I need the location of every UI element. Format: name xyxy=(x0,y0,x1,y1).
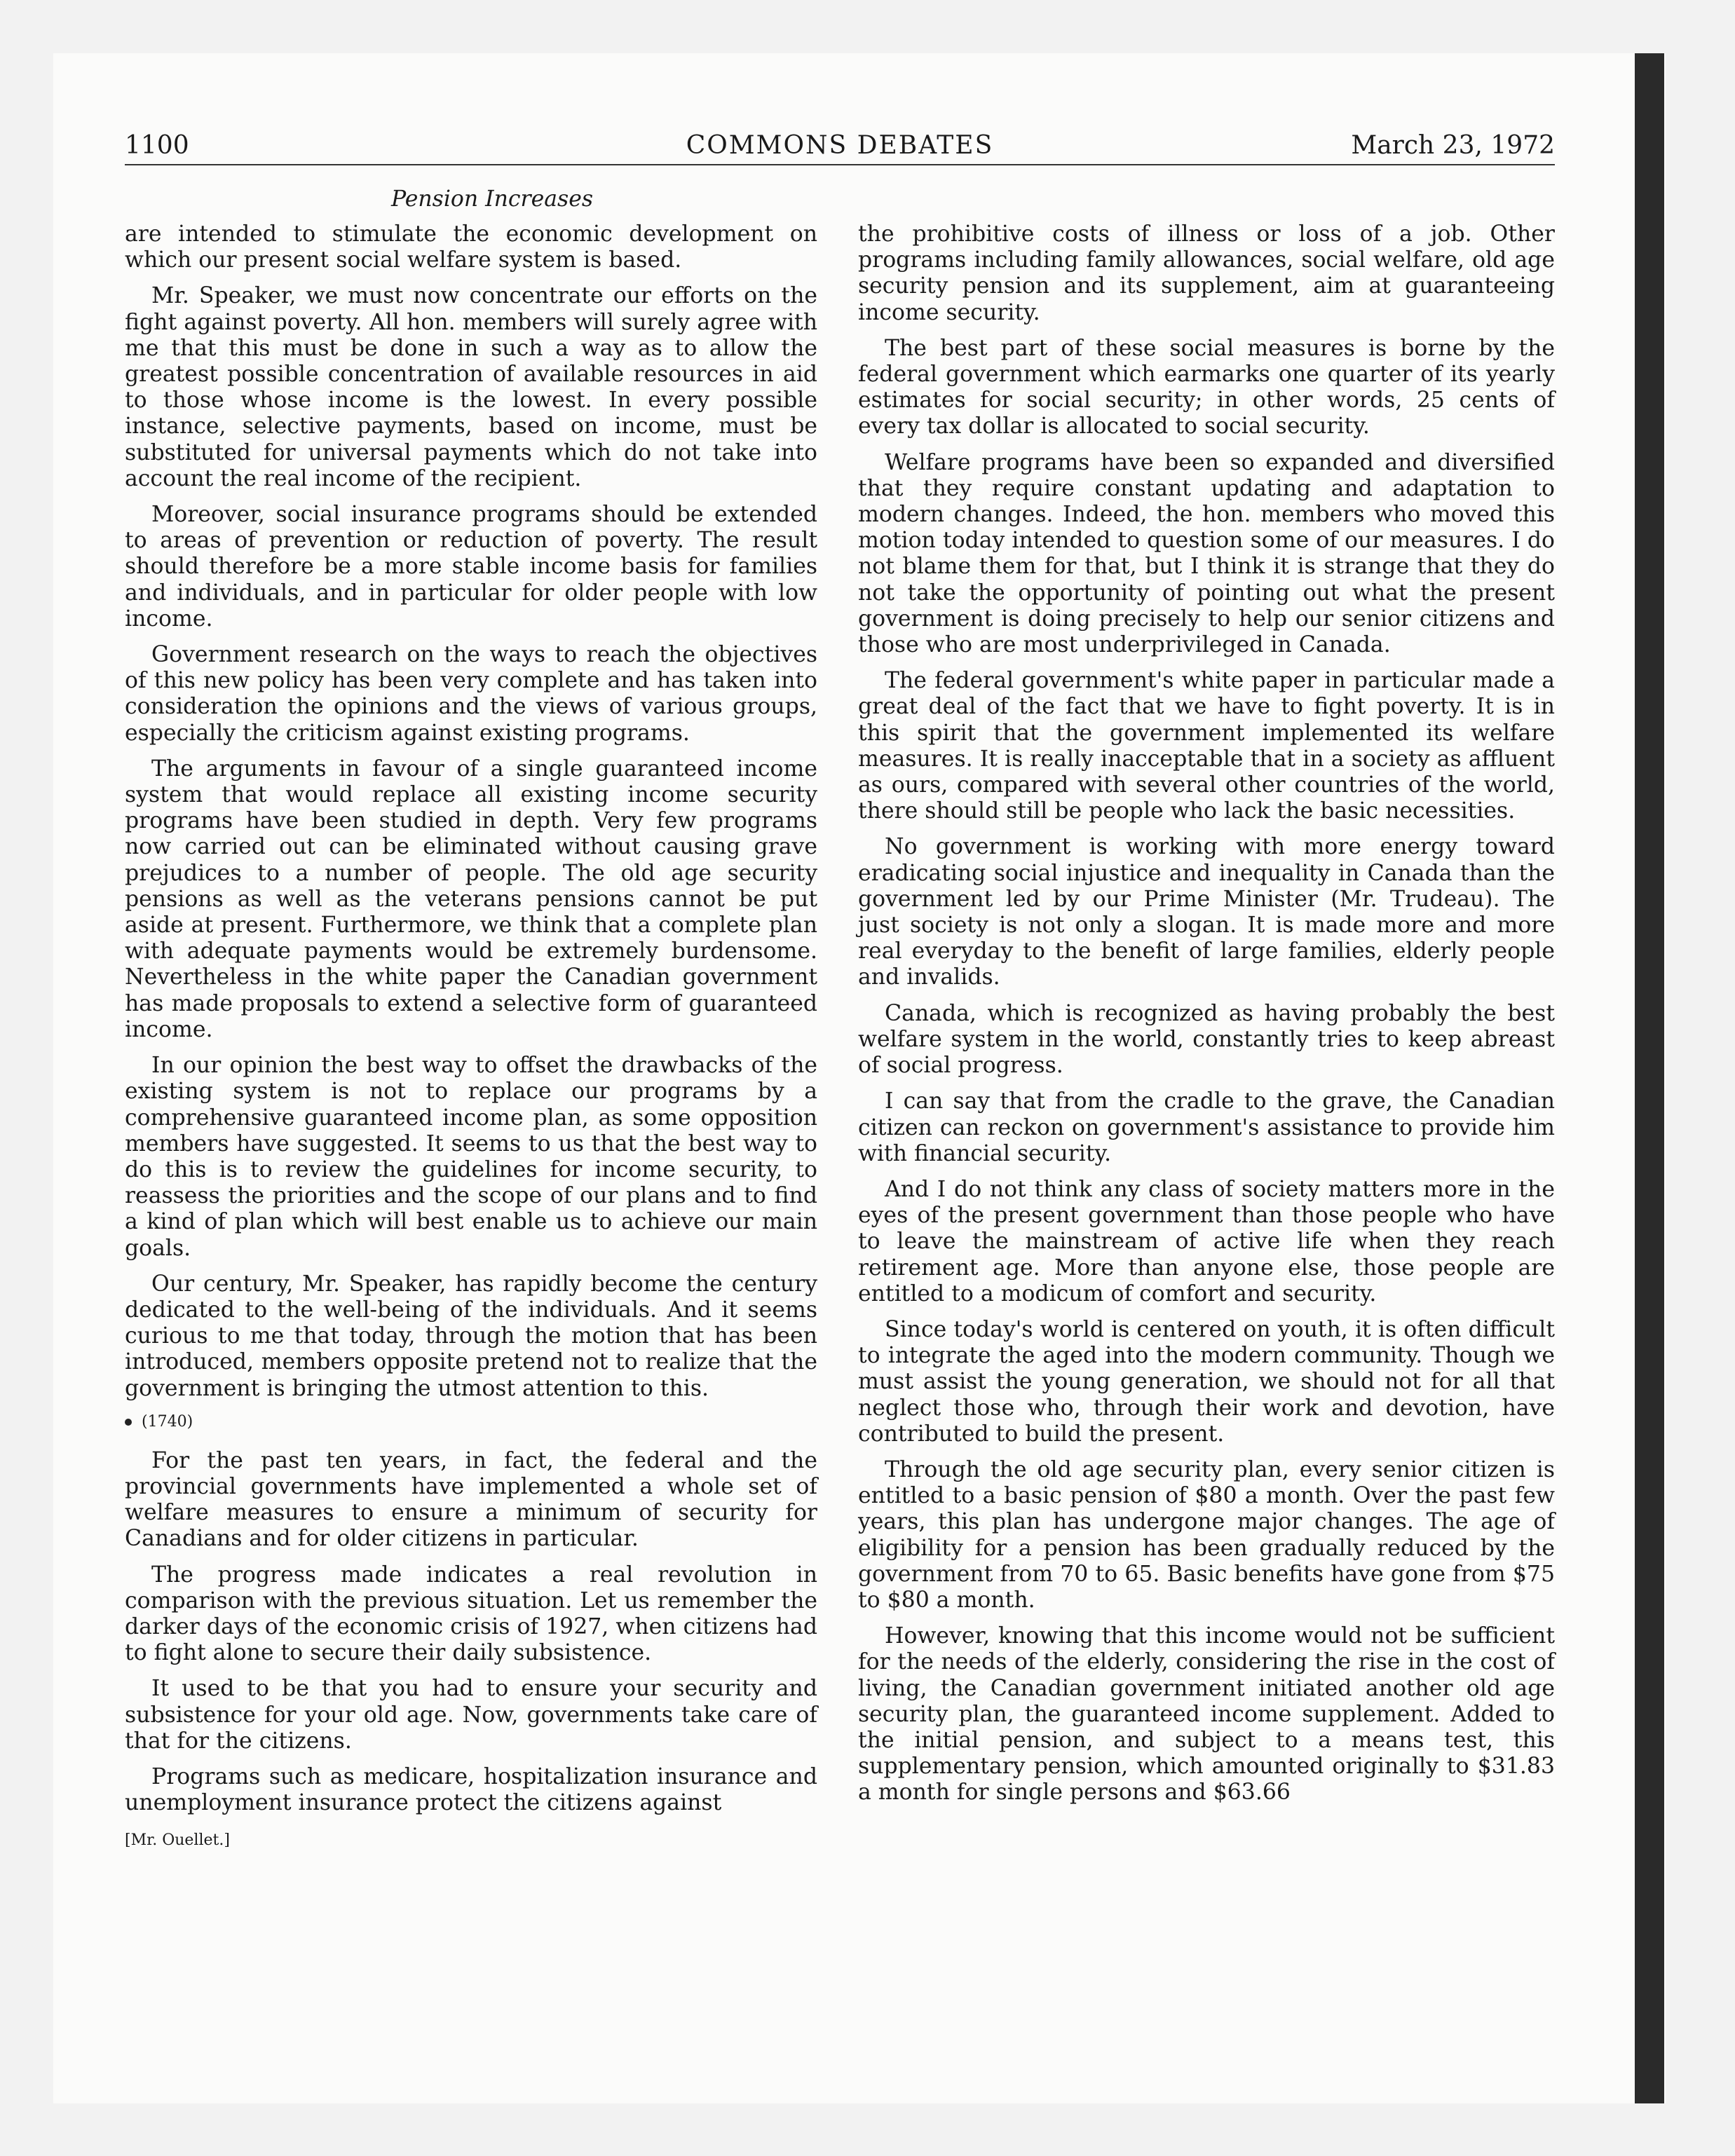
publication-title: COMMONS DEBATES xyxy=(686,131,994,160)
paragraph: Our century, Mr. Speaker, has rapidly become the century dedicated to the well-being of the individuals. And it seems curious to me that today, through the motion that has been introduced, members opposite pretend not to realize that the government is bringing the utmost attention to this. xyxy=(125,1271,817,1401)
paragraph: The progress made indicates a real revolution in comparison with the previous situation. Let us remember the darker days of the economic crisis of 1927, when citizens had to fight alone to secure their daily subsistence. xyxy=(125,1562,817,1666)
paragraph: No government is working with more energy toward eradicating social injustice and inequality in Canada than the government led by our Prime Minister (Mr. Trudeau). The just society is not only a slogan. It is made more and more real everyday to the benefit of large families, elderly people and invalids. xyxy=(858,834,1555,990)
right-column xyxy=(858,221,1555,1816)
paragraph: It used to be that you had to ensure your security and subsistence for your old age. Now, governments take care of that for the citizens. xyxy=(125,1676,817,1754)
paragraph: I can say that from the cradle to the grave, the Canadian citizen can reckon on government's assistance to provide him with financial security. xyxy=(858,1089,1555,1166)
paragraph: Through the old age security plan, every senior citizen is entitled to a basic pension of $80 a month. Over the past few years, this plan has undergone major changes. The age of eligibility for a pension has been gradually reduced by the government from 70 to 65. Basic benefits have gone from $75 to $80 a month. xyxy=(858,1456,1555,1613)
running-head xyxy=(125,128,1555,165)
paragraph: However, knowing that this income would not be sufficient for the needs of the elderly, considering the rise in the cost of living, the Canadian government initiated another old age security plan, the guaranteed income supplement. Added to the initial pension, and subject to a means test, this supplementary pension, which amounted originally to $31.83 a month for single persons and $63.66 xyxy=(858,1623,1555,1806)
paragraph: Canada, which is recognized as having probably the best welfare system in the world, constantly tries to keep abreast of social progress. xyxy=(858,1000,1555,1079)
paragraph: And I do not think any class of society matters more in the eyes of the present government than those people who have to leave the mainstream of active life when they reach retirement age. More than anyone else, those people are entitled to a modicum of comfort and security. xyxy=(858,1176,1555,1306)
left-column xyxy=(125,185,817,1861)
paragraph: For the past ten years, in fact, the federal and the provincial governments have implemented a whole set of welfare measures to ensure a minimum of security for Canadians and for older citizens in particular. xyxy=(125,1447,817,1552)
paragraph: The best part of these social measures is borne by the federal government which earmarks one quarter of its yearly estimates for social security; in other words, 25 cents of every tax dollar is allocated to social security. xyxy=(858,335,1555,439)
issue-date: March 23, 1972 xyxy=(1351,131,1555,160)
paragraph: Mr. Speaker, we must now concentrate our efforts on the fight against poverty. All hon. members will surely agree with me that this must be done in such a way as to allow the greatest possible concentration of available resources in aid to those whose income is the lowest. In every possible instance, selective payments, based on income, must be substituted for universal payments which do not take into account the real income of the recipient. xyxy=(125,283,817,491)
paragraph: Government research on the ways to reach the objectives of this new policy has been very complete and has taken into consideration the opinions and the views of various groups, especially the criticism against existing programs. xyxy=(125,642,817,746)
paragraph: Welfare programs have been so expanded and diversified that they require constant updating and adaptation to modern changes. Indeed, the hon. members who moved this motion today intended to question some of our measures. I do not blame them for that, but I think it is strange that they do not take the opportunity of pointing out what the present government is doing precisely to help our senior citizens and those who are most underprivileged in Canada. xyxy=(858,449,1555,658)
page-number: 1100 xyxy=(125,131,189,160)
bullet-dot-icon xyxy=(125,1419,132,1426)
scan-edge-bar xyxy=(1635,53,1664,2103)
paragraph: The arguments in favour of a single guaranteed income system that would replace all existing income security programs have been studied in depth. Very few programs now carried out can be eliminated without causing grave prejudices to a number of people. The old age security pensions as well as the veterans pensions cannot be put aside at present. Furthermore, we think that a complete plan with adequate payments would be extremely burdensome. Nevertheless in the white paper the Canadian government has made proposals to extend a selective form of guaranteed income. xyxy=(125,756,817,1042)
time-marker xyxy=(125,1412,817,1433)
paragraph: Moreover, social insurance programs should be extended to areas of prevention or reduction of poverty. The result should therefore be a more stable income basis for families and individuals, and in particular for older people with low income. xyxy=(125,502,817,632)
paragraph: Since today's world is centered on youth, it is often difficult to integrate the aged into the modern community. Though we must assist the young generation, we should not for all that neglect those who, through their work and devotion, have contributed to build the present. xyxy=(858,1316,1555,1447)
paragraph: In our opinion the best way to offset the drawbacks of the existing system is not to replace our programs by a comprehensive guaranteed income plan, as some opposition members have suggested. It seems to us that the best way to do this is to review the guidelines for income security, to reassess the priorities and the scope of our plans and to find a kind of plan which will best enable us to achieve our main goals. xyxy=(125,1053,817,1261)
section-heading: Pension Increases xyxy=(390,186,594,212)
paragraph: the prohibitive costs of illness or loss of a job. Other programs including family allowances, social welfare, old age security pension and its supplement, aim at guaranteeing income security. xyxy=(858,221,1555,325)
paragraph: Programs such as medicare, hospitalization insurance and unemployment insurance protect the citizens against xyxy=(125,1763,817,1816)
paragraph: The federal government's white paper in particular made a great deal of the fact that we have to fight poverty. It is in this spirit that the government implemented its welfare measures. It is really inacceptable that in a society as affluent as ours, compared with several other countries of the world, there should still be people who lack the basic necessities. xyxy=(858,668,1555,824)
time-marker-text: (1740) xyxy=(142,1412,193,1431)
speaker-tag: [Mr. Ouellet.] xyxy=(125,1831,230,1850)
paragraph: are intended to stimulate the economic development on which our present social welfare system is based. xyxy=(125,221,817,273)
